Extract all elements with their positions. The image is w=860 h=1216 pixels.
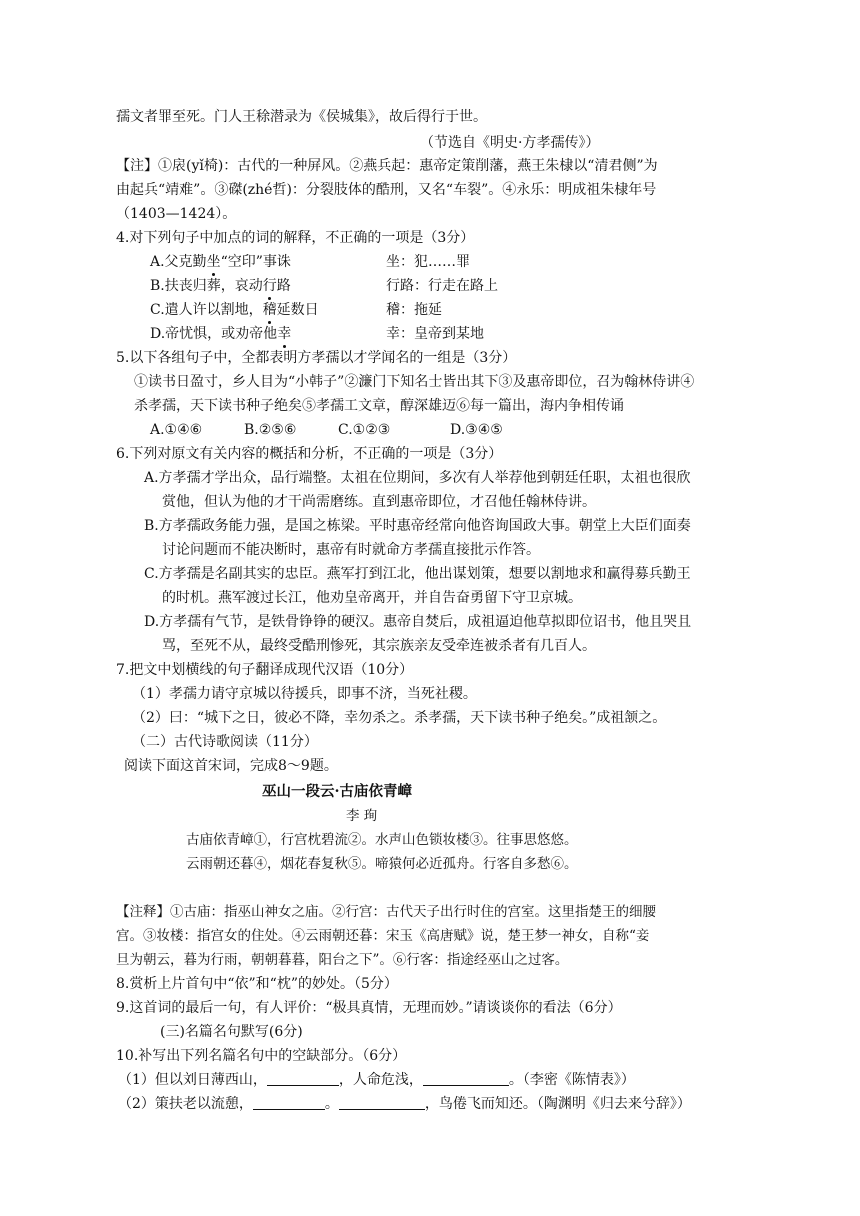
poem-note-line: 宫。③妆楼：指宫女的住处。④云雨朝还暮：宋玉《高唐赋》说，楚王梦一神女，自称“妾 (116, 928, 650, 944)
answer-blank[interactable] (267, 1071, 339, 1086)
question-7-stem: 7.把文中划横线的句子翻译成现代汉语（10分） (116, 662, 414, 678)
question-5-sentences: ①读书日盈寸，乡人目为“小韩子”②濂门下知名士皆出其下③及惠帝即位，召为翰林侍讲④ (134, 374, 695, 390)
question-5-stem: 5.以下各组句子中，全都表明方孝孺以才学闻名的一组是（3分） (116, 350, 517, 366)
question-6-option-a: A.方孝孺才学出众，品行端整。太祖在位期间，多次有人举荐他到朝廷任职，太祖也很欣 (144, 470, 691, 486)
passage-note-line: 【注】①扆(yǐ椅)：古代的一种屏风。②燕兵起：惠帝定策削藩，燕王朱棣以“清君侧”为 (116, 158, 658, 174)
question-10-line-2: （2）策扶老以流憩， 。 ，鸟倦飞而知还。（陶渊明《归去来兮辞》） (118, 1096, 691, 1112)
question-9: 9.这首词的最后一句，有人评价：“极具真情，无理而妙。”请谈谈你的看法（6分） (116, 1000, 622, 1016)
question-6-option-c: C.方孝孺是名副其实的忠臣。燕军打到江北，他出谋划策，想要以割地求和赢得募兵勤王 (144, 566, 691, 582)
passage-note-line: （1403—1424）。 (116, 206, 237, 222)
question-5-option-c: C.①②③ (338, 422, 391, 438)
question-10-stem: 10.补写出下列名篇名句中的空缺部分。（6分） (116, 1048, 407, 1064)
question-7-sentence-2: （2）曰：“城下之日，彼必不降，幸勿杀之。杀孝孺，天下读书种子绝矣。”成祖颔之。 (132, 710, 667, 726)
question-4-option-b: B.扶丧归葬，哀动行路 (150, 278, 291, 294)
dotted-word: 幸 (277, 326, 292, 342)
question-6-option-d-cont: 骂，至死不从，最终受酷刑惨死，其宗族亲友受牵连被杀者有几百人。 (162, 638, 596, 654)
question-5-sentences: 杀孝孺，天下读书种子绝矣⑤孝孺工文章，醇深雄迈⑥每一篇出，海内争相传诵 (134, 398, 624, 414)
question-5-option-b: B.②⑤⑥ (244, 422, 297, 438)
question-6-option-b: B.方孝孺政务能力强，是国之栋梁。平时惠帝经常向他咨询国政大事。朝堂上大臣们面奏 (144, 518, 691, 534)
answer-blank[interactable] (339, 1095, 425, 1110)
poetry-intro: 阅读下面这首宋词，完成8～9题。 (124, 758, 338, 774)
poem-note-line: 【注释】①古庙：指巫山神女之庙。②行宫：古代天子出行时住的宫室。这里指楚王的细腰 (116, 904, 656, 920)
poetry-section-heading: （二）古代诗歌阅读（11分） (132, 734, 318, 750)
question-8: 8.赏析上片首句中“依”和“枕”的妙处。（5分） (116, 976, 398, 992)
question-4-option-c: C.遣人许以割地，稽延数日 (150, 302, 319, 318)
question-7-sentence-1: （1）孝孺力请守京城以待援兵，即事不济，当死社稷。 (132, 686, 477, 702)
question-4-explanation-a: 坐：犯……罪 (386, 254, 470, 270)
poem-line: 古庙依青嶂①，行宫枕碧流②。水声山色锁妆楼③。往事思悠悠。 (186, 832, 578, 848)
question-6-stem: 6.下列对原文有关内容的概括和分析，不正确的一项是（3分） (116, 446, 503, 462)
question-4-option-a: A.父克勤坐“空印”事诛 (150, 254, 291, 270)
poem-note-line: 旦为朝云，暮为行雨，朝朝暮暮，阳台之下”。⑥行客：指途经巫山之过客。 (116, 952, 569, 968)
passage-source: （节选自《明史·方孝孺传》） (420, 135, 600, 151)
question-6-option-d: D.方孝孺有气节，是铁骨铮铮的硬汉。惠帝自焚后，成祖逼迫他草拟即位诏书，他且哭且 (144, 614, 692, 630)
passage-end-line: 孺文者罪至死。门人王稌潜录为《侯城集》，故后得行于世。 (116, 109, 487, 125)
question-6-option-c-cont: 的时机。燕军渡过长江，他劝皇帝离开，并自告奋勇留下守卫京城。 (162, 590, 582, 606)
question-6-option-a-cont: 赏他，但认为他的才干尚需磨练。直到惠帝即位，才召他任翰林侍讲。 (162, 494, 596, 510)
poem-title: 巫山一段云·古庙依青嶂 (262, 783, 413, 800)
question-6-option-b-cont: 讨论问题而不能决断时，惠帝有时就命方孝孺直接批示作答。 (162, 542, 540, 558)
question-4-explanation-c: 稽：拖延 (386, 302, 442, 318)
question-10-line-1: （1）但以刘日薄西山， ，人命危浅， 。（李密《陈情表》） (118, 1072, 635, 1088)
question-5-option-d: D.③④⑤ (450, 422, 503, 438)
answer-blank[interactable] (423, 1071, 509, 1086)
question-4-option-d: D.帝忧惧，或劝帝他幸 (150, 326, 292, 342)
dotted-word: 行 (262, 278, 277, 294)
dictation-heading: (三)名篇名句默写(6分) (160, 1024, 303, 1040)
poem-line: 云雨朝还暮④，烟花春复秋⑤。啼猿何必近孤舟。行客自多愁⑥。 (186, 856, 578, 872)
question-4-stem: 4.对下列句子中加点的词的解释，不正确的一项是（3分） (116, 230, 475, 246)
question-5-option-a: A.①④⑥ (150, 422, 203, 438)
poem-author: 李 珣 (346, 808, 378, 824)
passage-note-line: 由起兵“靖难”。③磔(zhé哲)：分裂肢体的酷刑，又名“车裂”。④永乐：明成祖朱棣年号 (116, 182, 657, 198)
dotted-word: 坐 (206, 254, 221, 270)
dotted-word: 稽 (262, 302, 277, 318)
question-4-explanation-b: 行路：行走在路上 (386, 278, 498, 294)
answer-blank[interactable] (253, 1095, 325, 1110)
question-4-explanation-d: 幸：皇帝到某地 (386, 326, 484, 342)
